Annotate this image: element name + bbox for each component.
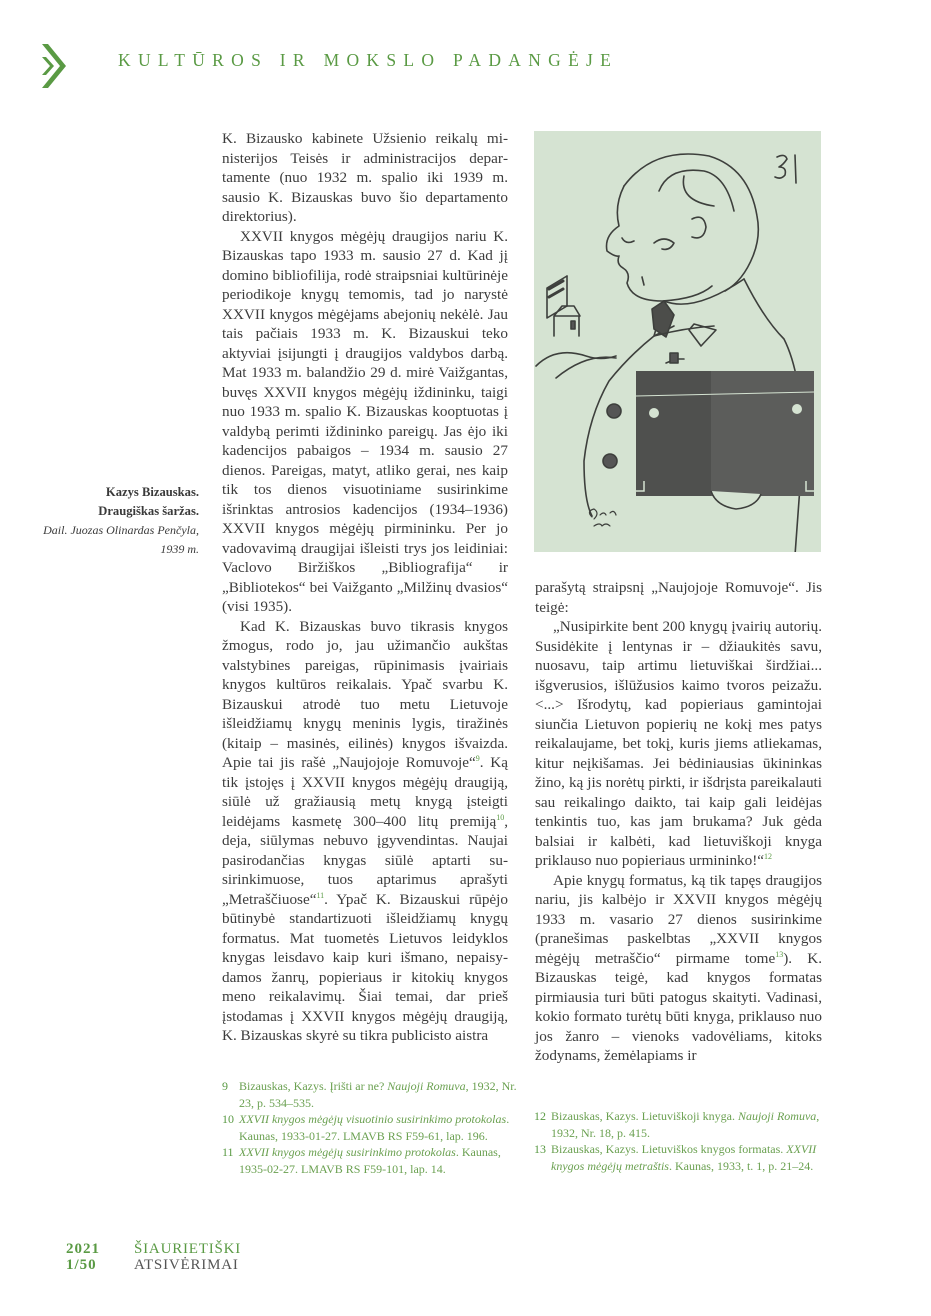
footnote-number: 12 <box>534 1109 546 1123</box>
paragraph <box>222 617 508 1046</box>
page-footer <box>66 1241 241 1273</box>
footnote-number: 10 <box>222 1112 234 1126</box>
text-run: ). K. Bizauskas teigė, kad knygos formatas pirmiausia turi būti patogus skaityti. Vadinasi, kokio formato turėtų būti knyga, priklauso nuo jos žanro – vienoks vadovėliams, kitoks žodynams, žemėlapiams ir <box>535 949 823 1064</box>
caption-artist: Dail. Juozas Olinardas Penčyla, <box>43 523 199 537</box>
footnote-source-title: XXVII knygos mėgėjų susirinkimo protokolas <box>239 1145 456 1159</box>
text-run: Kad K. Bizauskas buvo tikrasis knygos žmogus, rodo jo, jau užimančio aukštas valstybines pareigas, rūpinimasis įvairiais knygos kultūros reikalais. Ypač svarbu K. Bizauskui atrodė tuo metu Lietuvoje išleidžiamų knygų meninis lygis, tiražinės (kitaip – masinės, eilinės) knygos išvaizda. Apie tai jis rašė „Naujojoje Romuvoje“ <box>222 617 508 771</box>
footnote-ref-12[interactable]: 12 <box>764 852 773 861</box>
paragraph: parašytą straipsnį „Naujojoje Romuvoje“. Jis teigė: <box>535 579 822 616</box>
footnote-text <box>239 1144 522 1177</box>
article-column-right <box>535 578 822 1066</box>
footnote-11 <box>222 1144 522 1177</box>
caption-subtitle: Draugiškas šaržas. <box>98 504 199 518</box>
text-run: . Ypač K. Bizauskui rūpėjo būtinybė standartizuoti išleidžiamų knygų formatus. Mat tuometės Lietuvos leidyklos knygas leisdavo kaip kuri išmano, nepaisydamos žanrų, popieriaus ir kitokių knygos meno reikalavimų. Šiai temai, dar prieš įstodamas į XXVII knygos mėgėjų draugiją, K. Bizauskas skyrė su tikra publicisto aistra <box>222 890 508 1044</box>
footnote-text <box>551 1108 834 1141</box>
footnote-ref-9[interactable]: 9 <box>475 754 480 763</box>
footnote-text <box>551 1141 834 1174</box>
footnote-number: 11 <box>222 1145 234 1159</box>
caricature-drawing <box>534 131 821 552</box>
footnote-text <box>239 1078 522 1111</box>
footnote-run: , 1932, Nr. 23, p. 534–535. <box>239 1079 517 1110</box>
paragraph: K. Bizausko kabinete Užsienio reikalų ministerijos Teisės ir administracijos departamente (nuo 1932 m. spalio iki 1939 m. sausio K. Bizauskas buvo šio departamento direktorius). <box>222 130 508 225</box>
footnote-source-title: XXVII knygos mėgėjų metraštis <box>551 1142 817 1173</box>
footnote-run: . Kaunas, 1935-02-27. LMAVB RS F59-101, lap. 14. <box>239 1145 501 1176</box>
footnote-ref-10[interactable]: 10 <box>496 812 505 822</box>
footnote-number: 9 <box>222 1079 228 1093</box>
footnote-ref-11[interactable]: 11 <box>316 890 325 900</box>
footnote-source-title: Naujoji Romuva <box>387 1079 466 1093</box>
footnote-10 <box>222 1111 522 1144</box>
text-run: . Ką tik įstojęs į XXVII knygos mėgėjų draugiją, siūlė už gražiausią metų knygą įsteigti leidėjams kasmetę 300–400 litų premiją <box>222 754 508 830</box>
footnotes-right <box>534 1108 834 1174</box>
footnote-13 <box>534 1141 834 1174</box>
footnote-run: Bizauskas, Kazys. Lietuviškos knygos formatas. <box>551 1142 787 1156</box>
footnote-number: 13 <box>534 1142 546 1156</box>
caption-title: Kazys Bizauskas. <box>105 485 199 499</box>
footnote-12 <box>534 1108 834 1141</box>
caption-year: 1939 m. <box>160 542 199 556</box>
footnote-run: Bizauskas, Kazys. Įrišti ar ne? <box>239 1079 388 1093</box>
double-chevron-right-icon <box>40 44 68 88</box>
footnote-run: Bizauskas, Kazys. Lietuviškoji knyga. <box>551 1109 738 1123</box>
footnotes-left <box>222 1078 522 1177</box>
article-column-left <box>222 129 508 1046</box>
text-run: Apie knygų formatus, ką tik tapęs draugijos nariu, jis kalbėjo ir XXVII knygos mėgėjų 1933 m. vasario 27 dienos susirinkime (pranešimas paskelbtas „XXVII knygos mėgėjų metraščio“ pirmame tome <box>535 871 822 967</box>
footnote-run: . Kaunas, 1933, t. 1, p. 21–24. <box>668 1158 814 1173</box>
paragraph <box>535 871 822 1066</box>
footnote-run: . Kaunas, 1933-01-27. LMAVB RS F59-61, lap. 196. <box>239 1112 510 1143</box>
quote-paragraph <box>535 617 822 871</box>
issue-year: 2021 <box>66 1241 100 1257</box>
caricature-illustration <box>534 131 821 552</box>
text-run: , deja, siūlymas nebuvo įgyvendintas. Naujai pasirodančias knygas siūlė aptarti susirinkimuose, tuos aptarimus aprašyti „Metraščiuose“ <box>222 812 508 908</box>
journal-name-line2: ATSIVĖRIMAI <box>134 1257 239 1273</box>
quote-text: „Nusipirkite bent 200 knygų įvairių autorių. Susidėkite į lentynas ir – džiaukitės savu, nuosavu, taip artimu lietuviškai širdžiai... išgverusios, išlūžusios kaimo tvoros peizažu. <...> Išrodytų, kad popieriaus gamintojai siunčia Lietuvon popierių ne kokį mes patys reikalaujame, bet tokį, kuris jiems atliekamas, kitur neįkišamas. Jei bėdiniausias ūkininkas žino, ką jis norėtų pirkti, ir išdrįsta pareikalauti sau reikalingo daikto, tai kaip gali leidėjas tenkintis tuo, kas jam brukama? Juk gėda balsiai ir kalbėti, kad lietuviškoji knyga priklauso nuo popieriaus urmininko!“ <box>535 618 822 869</box>
illustration-caption <box>20 483 199 559</box>
footnote-run: , 1932, Nr. 18, p. 415. <box>551 1109 820 1140</box>
footnote-source-title: Naujoji Romuva <box>737 1109 817 1123</box>
footnote-source-title: XXVII knygos mėgėjų visuotinio susirinkimo protokolas <box>239 1112 507 1126</box>
footnote-ref-13[interactable]: 13 <box>775 949 784 959</box>
journal-name-line1: ŠIAURIETIŠKI <box>134 1241 242 1257</box>
section-title: KULTŪROS IR MOKSLO PADANGĖJE <box>118 50 619 70</box>
footnote-text <box>239 1111 522 1144</box>
issue-number: 1/50 <box>66 1257 97 1273</box>
paragraph: XXVII knygos mėgėjų draugijos nariu K. Bizauskas tapo 1933 m. sausio 27 d. Kad jį domino bibliofilija, rodė straipsniai kultūrinėje periodikoje knygų temomis, tad jo narystė XXVII knygos mėgėjams abejonių nekėlė. Jau tais pačiais 1933 m. K. Bizauskui teko aktyviai įsijungti į draugijos valdybos darbą. Mat 1933 m. balandžio 29 d. mirė Vaižgantas, buvęs XXVII knygos mėgėjų iždininku, taigi nuo 1933 m. spalio K. Bizauskas kooptuotas į valdybą perimti iždininko pareigų. Jas ėjo iki kadencijos pabaigos – 1934 m. sausio 27 dienos. Pareigas, matyt, atliko gerai, nes kaip tik tos dienos visuotiniame susirinkime išrinktas antrosios kadencijos (1934–1936) XXVII knygos mėgėjų pirmininku. Per jo vadovavimą draugijai išleisti trys jos leidiniai: Vaclovo Biržiškos „Bibliografija“ ir „Bibliotekos“ bei Vaižganto „Milžinų dvasios“ (visi 1935). <box>222 227 508 615</box>
footnote-9 <box>222 1078 522 1111</box>
